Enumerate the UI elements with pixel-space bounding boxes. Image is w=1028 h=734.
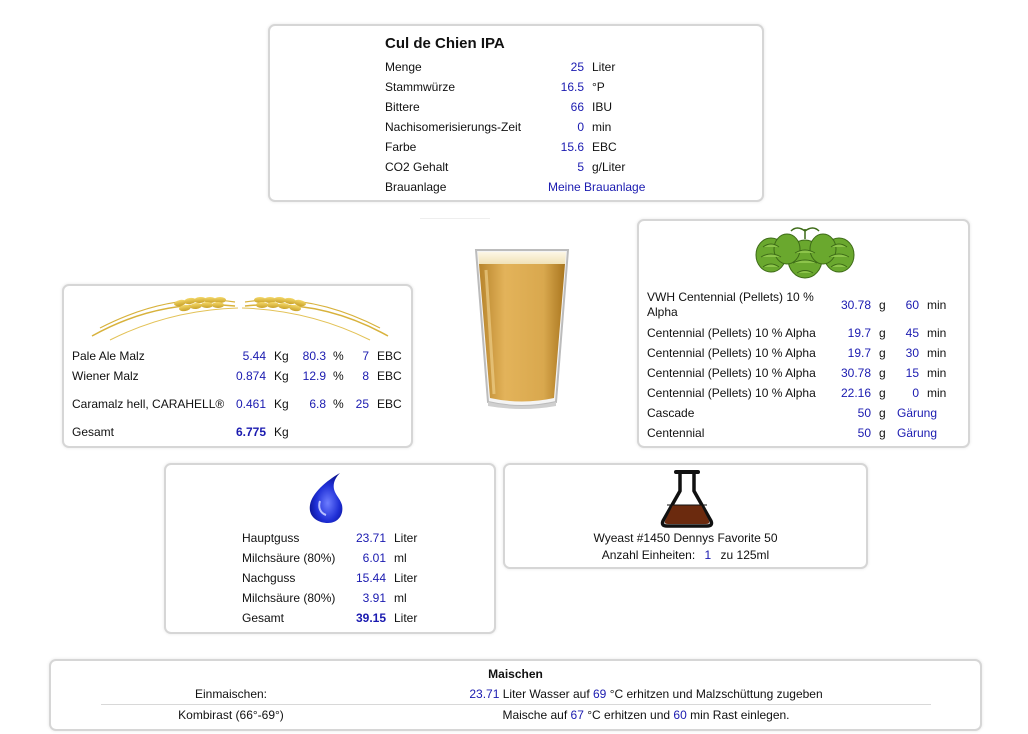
recipe-unit: EBC [592,140,617,154]
recipe-value: 0 [577,120,584,134]
malt-color: 8 [362,369,369,383]
hop-unit: g [879,346,886,360]
malt-total-amount: 6.775 [235,425,266,439]
malt-total-unit: Kg [274,425,289,439]
mash-step-desc [361,705,931,725]
mash-value: 60 [673,708,687,722]
mash-value: 69 [593,687,607,701]
hop-time: 0 [912,386,919,400]
hop-amount: 19.7 [847,326,871,340]
hops-table [647,287,946,443]
hop-time: 30 [905,346,919,360]
recipe-label: CO2 Gehalt [385,160,449,174]
divider [420,218,490,219]
water-value: 23.71 [355,531,386,545]
yeast-units-label: Anzahl Einheiten: [601,548,696,562]
recipe-label: Bittere [385,100,420,114]
mash-text: °C erhitzen und Malzschüttung zugeben [609,687,823,701]
water-label: Milchsäure (80%) [242,551,336,565]
beer-glass-icon [472,244,572,412]
hop-amount: 50 [857,426,871,440]
hop-time-unit: min [927,366,947,380]
hop-unit: g [879,326,886,340]
hop-unit: g [879,406,886,420]
hop-time-unit: min [927,298,947,312]
recipe-unit: °P [592,80,605,94]
hop-row [647,403,946,423]
malt-color-unit: EBC [377,369,402,383]
water-row [242,568,417,588]
recipe-row [385,57,645,77]
recipe-row [385,77,645,97]
malt-row [72,346,402,366]
malt-percent: 80.3 [302,349,326,363]
yeast-units-value: 1 [704,548,712,562]
water-panel [164,463,496,634]
hop-unit: g [879,366,886,380]
water-total-value: 39.15 [355,611,386,625]
malt-name: Caramalz hell, CARAHELL® [72,396,225,411]
malt-percent: 6.8 [309,397,326,411]
hop-row [647,343,946,363]
recipe-value: 15.6 [560,140,584,154]
malt-table [72,346,402,442]
malt-amount: 0.874 [235,369,266,383]
hop-amount: 19.7 [847,346,871,360]
recipe-label: Menge [385,60,422,74]
malt-total-label: Gesamt [72,425,115,439]
hop-row [647,323,946,343]
recipe-row [385,157,645,177]
mash-panel [49,659,982,731]
hop-row [647,383,946,403]
recipe-unit: IBU [592,100,613,114]
water-total-row [242,608,417,628]
hop-amount: 50 [857,406,871,420]
recipe-title: Cul de Chien IPA [385,35,505,52]
recipe-row [385,117,645,137]
malt-color: 25 [355,397,369,411]
malt-name: Pale Ale Malz [72,349,145,363]
recipe-row [385,97,645,117]
mash-step-row [101,684,931,705]
mash-text: min Rast einlegen. [690,708,790,722]
flask-icon [659,469,715,529]
mash-text: Maische auf [502,708,568,722]
malt-percent: 12.9 [302,369,326,383]
yeast-units-suffix: zu 125ml [720,548,770,562]
hop-name: Centennial (Pellets) 10 % Alpha [647,346,816,360]
malt-amount-unit: Kg [274,349,289,363]
water-table [242,528,417,628]
water-value: 15.44 [355,571,386,585]
hop-time-unit: min [927,326,947,340]
mash-step-desc [361,684,931,704]
hop-name: Centennial (Pellets) 10 % Alpha [647,366,816,380]
malt-amount: 0.461 [235,397,266,411]
hops-icon [753,225,857,283]
mash-step-name: Einmaischen: [194,687,268,701]
water-unit: ml [394,551,407,565]
recipe-label: Stammwürze [385,80,456,94]
hop-row [647,363,946,383]
malt-amount-unit: Kg [274,397,289,411]
water-label: Milchsäure (80%) [242,591,336,605]
malt-row [72,386,402,422]
hop-unit: g [879,386,886,400]
malt-amount: 5.44 [242,349,266,363]
hop-time: Gärung [897,426,938,440]
brewing-system-link[interactable]: Meine Brauanlage [548,180,646,194]
water-row [242,588,417,608]
hop-time-unit: min [927,386,947,400]
hop-row [647,287,946,323]
water-label: Hauptguss [242,531,300,545]
recipe-label: Brauanlage [385,180,447,194]
water-unit: Liter [394,531,418,545]
hop-row [647,423,946,443]
water-value: 3.91 [362,591,386,605]
hop-unit: g [879,298,886,312]
hop-time: 15 [905,366,919,380]
recipe-unit: g/Liter [592,160,626,174]
yeast-name: Wyeast #1450 Dennys Favorite 50 [593,531,778,545]
mash-title: Maischen [488,667,543,681]
hop-time: Gärung [897,406,938,420]
hop-time: 60 [905,298,919,312]
malt-color-unit: EBC [377,349,402,363]
recipe-row [385,177,645,197]
water-unit: ml [394,591,407,605]
recipe-panel [268,24,764,202]
malt-row [72,366,402,386]
hop-name: Cascade [647,406,695,420]
recipe-value: 16.5 [560,80,584,94]
water-row [242,528,417,548]
water-row [242,548,417,568]
wheat-icon [90,288,390,346]
water-unit: Liter [394,571,418,585]
recipe-value: 25 [570,60,584,74]
malt-total-row [72,422,402,442]
recipe-value: 66 [570,100,584,114]
hops-panel [637,219,970,448]
malt-color-unit: EBC [377,397,402,411]
mash-text: Liter Wasser auf [502,687,590,701]
yeast-units [505,548,866,562]
recipe-label: Farbe [385,140,417,154]
water-drop-icon [304,471,348,525]
hop-amount: 30.78 [840,298,871,312]
hop-name: Centennial [647,426,705,440]
mash-text: °C erhitzen und [587,708,671,722]
recipe-row [385,137,645,157]
recipe-unit: Liter [592,60,616,74]
mash-value: 23.71 [469,687,500,701]
hop-name: VWH Centennial (Pellets) 10 % Alpha [647,290,814,319]
malt-name: Wiener Malz [72,369,139,383]
malt-percent-unit: % [333,349,344,363]
hop-name: Centennial (Pellets) 10 % Alpha [647,386,816,400]
recipe-value: 5 [577,160,584,174]
mash-step-name: Kombirast (66°-69°) [178,708,284,722]
malt-percent-unit: % [333,369,344,383]
water-value: 6.01 [362,551,386,565]
recipe-table [385,57,645,197]
water-total-unit: Liter [394,611,418,625]
hop-unit: g [879,426,886,440]
recipe-unit: min [592,120,612,134]
mash-value: 67 [570,708,584,722]
mash-step-row [101,705,931,725]
water-label: Nachguss [242,571,296,585]
malt-panel [62,284,413,448]
water-total-label: Gesamt [242,611,285,625]
hop-time: 45 [905,326,919,340]
recipe-label: Nachisomerisierungs-Zeit [385,120,522,134]
malt-color: 7 [362,349,369,363]
malt-percent-unit: % [333,397,344,411]
malt-amount-unit: Kg [274,369,289,383]
yeast-panel [503,463,868,569]
hop-amount: 22.16 [840,386,871,400]
hop-time-unit: min [927,346,947,360]
hop-amount: 30.78 [840,366,871,380]
hop-name: Centennial (Pellets) 10 % Alpha [647,326,816,340]
